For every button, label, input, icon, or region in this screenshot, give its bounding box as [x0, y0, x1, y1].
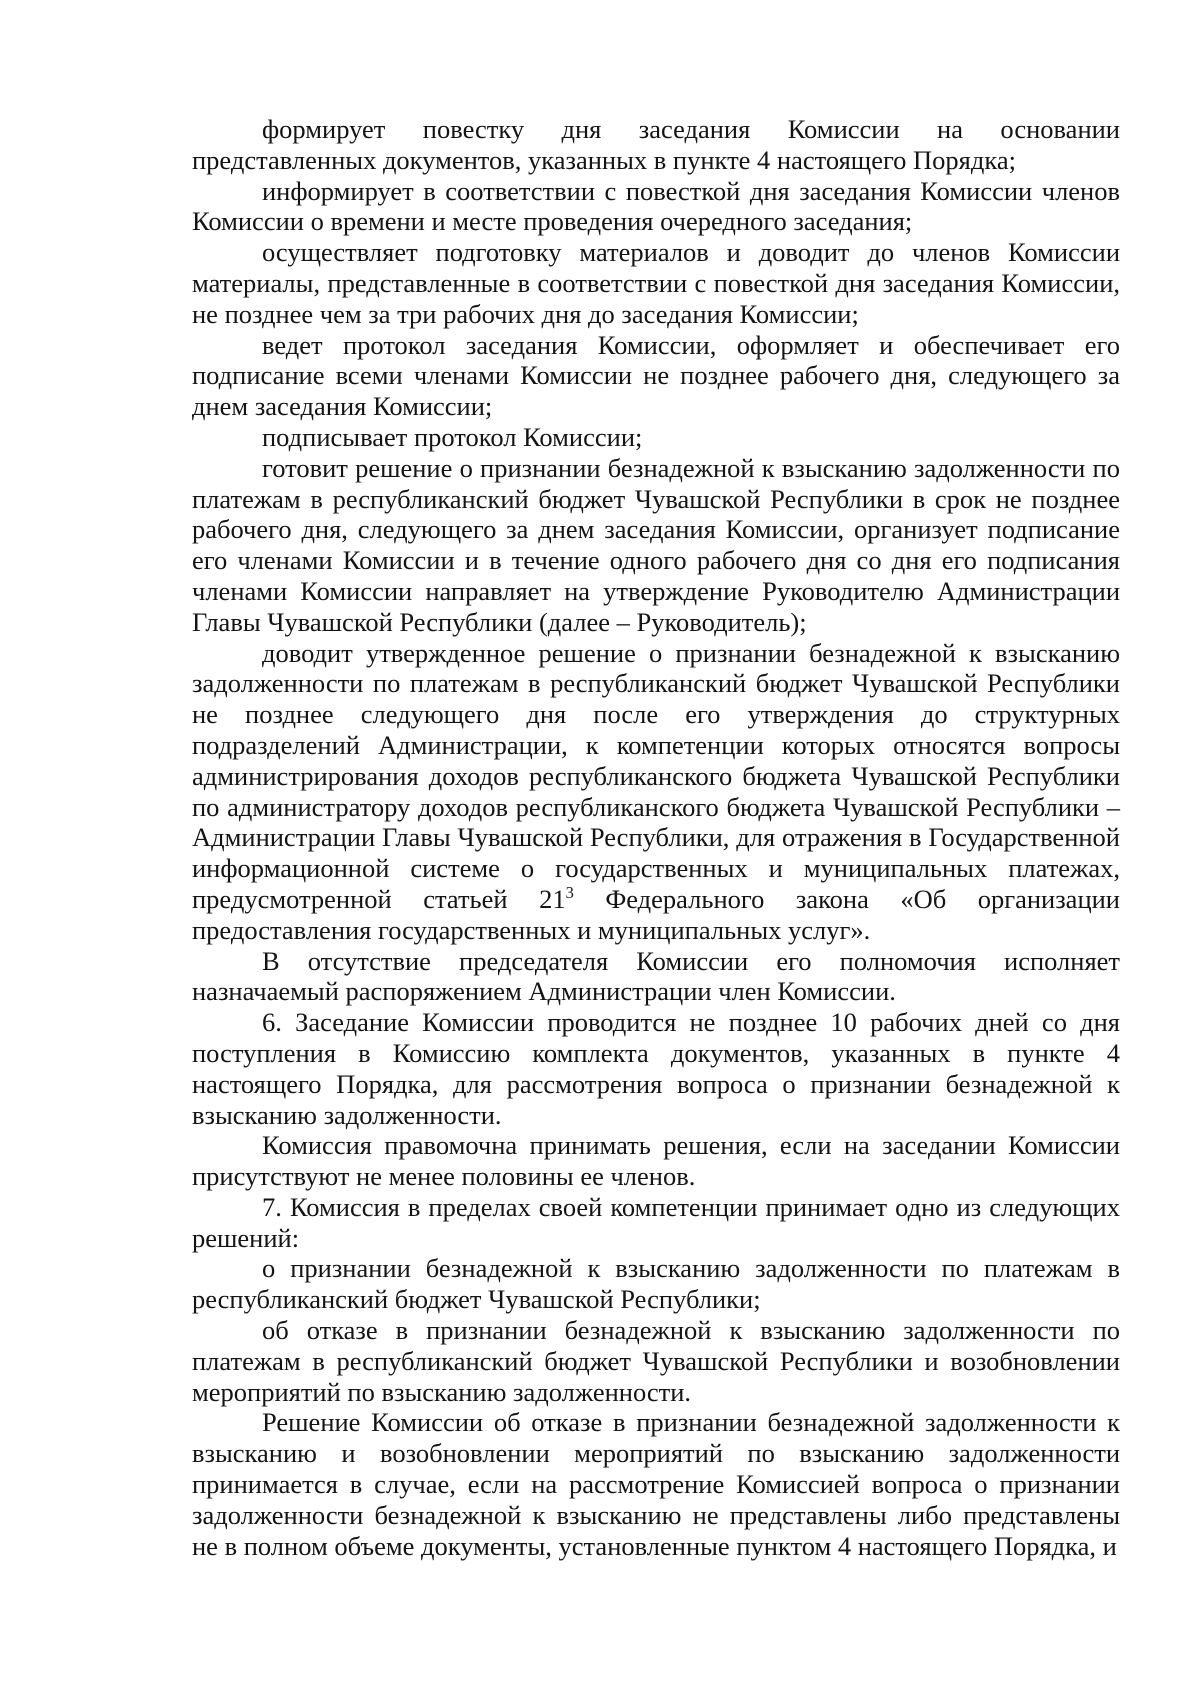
- paragraph-agenda: формирует повестку дня заседания Комиссии на основании представленных документов, указанных в пункте 4 настоящего Порядка;: [192, 114, 1120, 175]
- document-body: [192, 114, 1120, 1561]
- paragraph-item-7: 7. Комиссия в пределах своей компетенции принимает одно из следующих решений:: [192, 1191, 1120, 1253]
- paragraph-refusal-conditions: Решение Комиссии об отказе в признании безнадежной задолженности к взысканию и возобновлении мероприятий по взысканию задолженности принимается в случае, если на рассмотрение Комиссией вопроса о признании задолженности безнадежной к взысканию не представлены либо представлены не в полном объеме документы, установленные пунктом 4 настоящего Порядка, и: [192, 1407, 1120, 1561]
- paragraph-item-6: 6. Заседание Комиссии проводится не позднее 10 рабочих дней со дня поступления в Комиссию комплекта документов, указанных в пункте 4 настоящего Порядка, для рассмотрения вопроса о признании безнадежной к взысканию задолженности.: [192, 1007, 1120, 1130]
- paragraph-prepare-materials: осуществляет подготовку материалов и доводит до членов Комиссии материалы, представленные в соответствии с повесткой дня заседания Комиссии, не позднее чем за три рабочих дня до заседания Комиссии;: [192, 237, 1120, 329]
- paragraph-deliver-decision: [192, 638, 1120, 946]
- paragraph-deliver-decision-text: доводит утвержденное решение о признании безнадежной к взысканию задолженности по платежам в республиканский бюджет Чувашской Республики не позднее следующего дня после его утверждения до структурных подразделений Администрации, к компетенции которых относятся вопросы администрирования доходов республиканского бюджета Чувашской Республики по администратору доходов республиканского бюджета Чувашской Республики – Администрации Главы Чувашской Республики, для отражения в Государственной информационной системе о государственных и муниципальных платежах, предусмотренной статьей 21: [192, 637, 1120, 914]
- paragraph-decision-hopeless: о признании безнадежной к взысканию задолженности по платежам в республиканский бюджет Чувашской Республики;: [192, 1253, 1120, 1315]
- paragraph-minutes: ведет протокол заседания Комиссии, оформляет и обеспечивает его подписание всеми членами Комиссии не позднее рабочего дня, следующего за днем заседания Комиссии;: [192, 329, 1120, 422]
- paragraph-chair-absence: В отсутствие председателя Комиссии его полномочия исполняет назначаемый распоряжением Администрации член Комиссии.: [192, 945, 1120, 1007]
- article-superscript: 3: [565, 883, 574, 903]
- paragraph-prepare-decision: готовит решение о признании безнадежной к взысканию задолженности по платежам в республиканский бюджет Чувашской Республики в срок не позднее рабочего дня, следующего за днем заседания Комиссии, организует подписание его членами Комиссии и в течение одного рабочего дня со дня его подписания членами Комиссии направляет на утверждение Руководителю Администрации Главы Чувашской Республики (далее – Руководитель);: [192, 452, 1120, 637]
- paragraph-inform-members: информирует в соответствии с повесткой дня заседания Комиссии членов Комиссии о времени и месте проведения очередного заседания;: [192, 175, 1120, 237]
- paragraph-decision-refusal: об отказе в признании безнадежной к взысканию задолженности по платежам в республиканский бюджет Чувашской Республики и возобновлении мероприятий по взысканию задолженности.: [192, 1315, 1120, 1407]
- paragraph-quorum: Комиссия правомочна принимать решения, если на заседании Комиссии присутствуют не менее половины ее членов.: [192, 1130, 1120, 1192]
- paragraph-deliver-decision-text-end: Федерального закона «Об организации предоставления государственных и муниципальных услуг».: [192, 883, 1120, 945]
- paragraph-sign-minutes: подписывает протокол Комиссии;: [262, 421, 643, 452]
